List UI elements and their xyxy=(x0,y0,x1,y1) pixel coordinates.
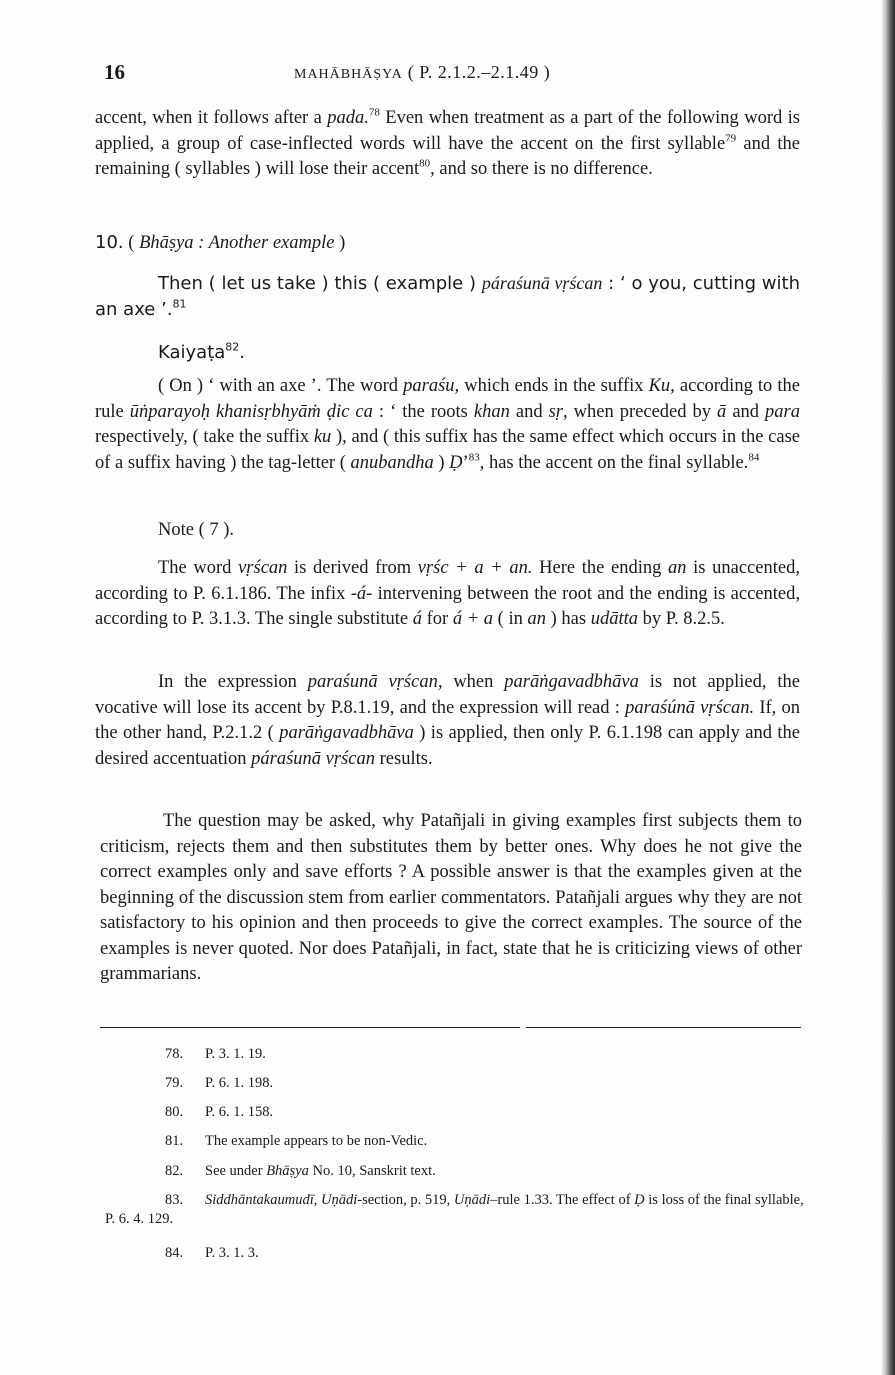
footnote-divider-right xyxy=(526,1027,801,1028)
kaiyata-heading: Kaiyaṭa$^{82}$. xyxy=(158,340,246,363)
footnote-ref-84[interactable]: 84 xyxy=(748,450,760,463)
page-number: 16 xyxy=(104,60,125,84)
footnote-83: 83. Siddhāntakaumudī, Uṇādi-section, p. 519, Uṇādi–rule 1.33. The effect of Ḍ is loss of the final syllable, P. 6. 4. 129. xyxy=(105,1192,804,1227)
paragraph-expression: In the expression paraśunā vṛścan, when parāṅgavadbhāva is not applied, the vocative will lose its accent by P.8.1.19, and the expression will read : paraśúnā vṛścan. If, on the other hand, P.2.1.2 ( parāṅgavadbhāva ) is applied, then only P. 6.1.198 can apply and the desired accentuation páraśunā vṛścan results. xyxy=(95,672,800,769)
page-header xyxy=(104,60,784,86)
paragraph-question: The question may be asked, why Patañjali in giving examples first subjects them to criticism, rejects them and then substitutes them by better ones. Why does he not give the correct examples only and save efforts ? A possible answer is that the examples given at the beginning of the discussion stem from earlier commentators. Patañjali argues why they are not satisfactory to his opinion and then proceeds to give the correct examples. The source of the examples is never quoted. Nor does Patañjali, in fact, state that he is criticizing views of other grammarians. xyxy=(100,811,802,984)
footnote-78: 78. P. 3. 1. 19. xyxy=(165,1046,266,1062)
footnote-ref-79[interactable]: 79 xyxy=(725,131,737,144)
footnote-ref-83[interactable]: 83 xyxy=(468,450,480,463)
footnote-82: 82. See under Bhāṣya No. 10, Sanskrit text. xyxy=(165,1163,436,1179)
running-head-range: ( P. 2.1.2.–2.1.49 ) xyxy=(407,62,551,82)
running-head-title: MAHĀBHĀṢYA xyxy=(294,67,403,82)
footnote-80: 80. P. 6. 1. 158. xyxy=(165,1104,274,1120)
paragraph-example: Then ( let us take ) this ( example ) páraśunā vṛścan : ‘ o you, cutting with an axe ’.$^{81}$ xyxy=(95,273,800,320)
note-heading: Note ( 7 ). xyxy=(158,520,235,540)
footnote-84: 84. P. 3. 1. 3. xyxy=(165,1245,259,1261)
footnote-81: 81. The example appears to be non-Vedic. xyxy=(165,1133,428,1149)
footnote-divider-left xyxy=(100,1027,520,1028)
footnote-ref-82[interactable]: 82 xyxy=(225,340,240,354)
footnote-ref-80[interactable]: 80 xyxy=(419,157,431,170)
paragraph-vrscan: The word vṛścan is derived from vṛśc + a + an. Here the ending an is unaccented, according to P. 6.1.186. The infix -á- intervening between the root and the ending is accented, according to P. 3.1.3. The single substitute á for á + a ( in an ) has udātta by P. 8.2.5. xyxy=(95,558,800,629)
footnote-ref-78[interactable]: 78 xyxy=(368,106,380,119)
running-head xyxy=(294,62,550,83)
section-heading-10: 10. ( Bhāṣya : Another example ) xyxy=(95,232,346,253)
page-scan-edge xyxy=(881,0,895,1375)
footnote-79: 79. P. 6. 1. 198. xyxy=(165,1075,274,1091)
paragraph-parasu: ( On ) ‘ with an axe ’. The word paraśu, which ends in the suffix Ku, according to the rule ūṅparayoḥ khanisṛbhyāṁ ḍic ca : ‘ the roots khan and sṛ, when preceded by ā and para respectively, ( take the suffix ku ), and ( this suffix has the same effect which occurs in the case of a suffix having ) the tag-letter ( anubandha ) Ḍ’$^{83}$, has the accent on the final syllable.$^{84}$ xyxy=(95,376,800,473)
section-number: 10. xyxy=(95,232,124,253)
footnote-ref-81[interactable]: 81 xyxy=(172,297,187,311)
paragraph-accent: accent, when it follows after a pada.$^{78}$ Even when treatment as a part of the following word is applied, a group of case-inflected words will have the accent on the first syllable$^{79}$ and the remaining ( syllables ) will lose their accent$^{80}$, and so there is no difference. xyxy=(95,106,800,179)
